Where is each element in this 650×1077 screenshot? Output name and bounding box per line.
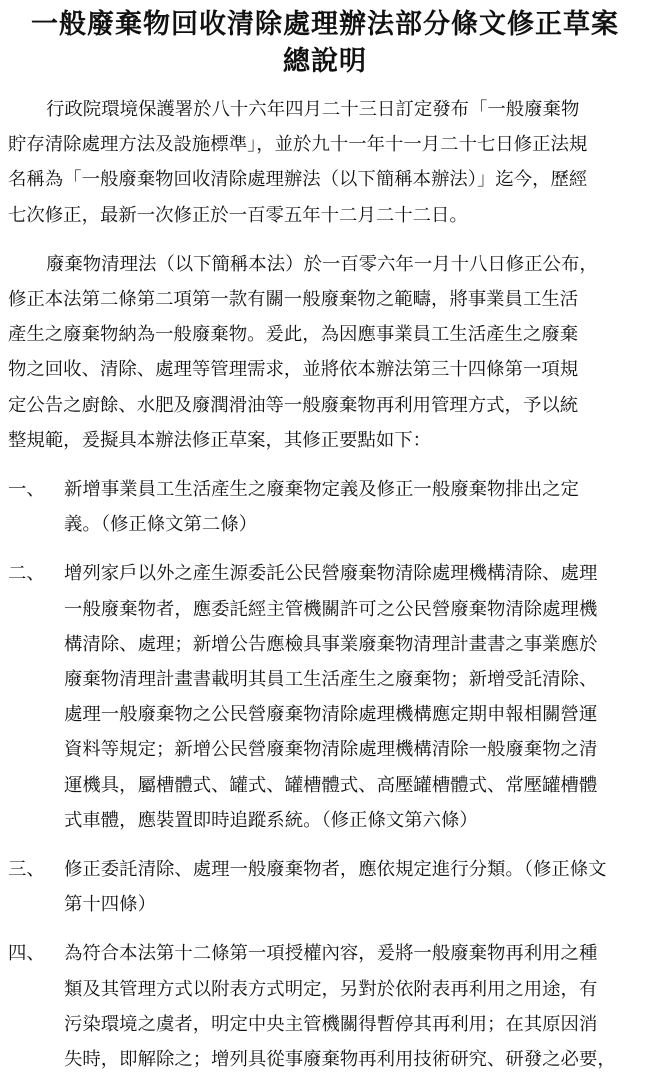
item-line: 失時，即解除之；增列具從事廢棄物再利用技術研究、研發之必要， [64,1049,616,1071]
paragraph-line: 七次修正，最新一次修正於一百零五年十二月二十二日。 [8,204,468,226]
title-line-2: 總說明 [283,46,367,77]
item-number: 四、 [8,943,45,965]
paragraph-line: 廢棄物清理法（以下簡稱本法）於一百零六年一月十八日修正公布， [46,253,598,275]
item-line: 為符合本法第十二條第一項授權內容，爰將一般廢棄物再利用之種 [64,943,598,965]
item-line: 新增事業員工生活產生之廢棄物定義及修正一般廢棄物排出之定 [64,479,579,501]
title-line-1: 一般廢棄物回收清除處理辦法部分條文修正草案 [31,9,619,40]
amendment-item-4 [8,936,642,1077]
item-line: 運機具，屬槽體式、罐式、罐槽體式、高壓罐槽體式、常壓罐槽體 [64,774,598,796]
background-paragraph [8,247,642,458]
item-line: 構清除、處理；新增公告應檢具事業廢棄物清理計畫書之事業應於 [64,633,598,655]
item-number: 三、 [8,859,45,881]
item-line: 污染環境之虞者，明定中央主管機關得暫停其再利用；在其原因消 [64,1013,598,1035]
amendment-item-3 [8,852,642,922]
item-line: 修正委託清除、處理一般廢棄物者，應依規定進行分類。（修正條文 [64,859,607,881]
paragraph-line: 產生之廢棄物納為一般廢棄物。爰此，為因應事業員工生活產生之廢棄 [8,324,579,346]
paragraph-line: 貯存清除處理方法及設施標準」，並於九十一年十一月二十七日修正法規 [8,134,588,156]
item-line: 廢棄物清理計畫書載明其員工生活產生之廢棄物；新增受託清除、 [64,669,598,691]
paragraph-line: 整規範，爰擬具本辦法修正草案，其修正要點如下： [8,429,431,451]
item-line: 增列家戶以外之產生源委託公民營廢棄物清除處理機構清除、處理 [64,563,598,585]
intro-paragraph [8,92,642,233]
item-line: 資料等規定；新增公民營廢棄物清除處理機構清除一般廢棄物之清 [64,739,598,761]
document-title [8,6,642,80]
item-number: 一、 [8,479,45,501]
item-line: 式車體，應裝置即時追蹤系統。（修正條文第六條） [64,809,478,831]
item-line: 義。（修正條文第二條） [64,514,258,536]
item-line: 類及其管理方式以附表方式明定，另對於依附表再利用之用途，有 [64,978,598,1000]
item-number: 二、 [8,563,45,585]
item-line: 處理一般廢棄物之公民營廢棄物清除處理機構應定期申報相關營運 [64,704,598,726]
item-line: 第十四條） [64,894,156,916]
paragraph-line: 行政院環境保護署於八十六年四月二十三日訂定發布「一般廢棄物 [46,99,580,120]
amendment-item-2 [8,556,642,838]
paragraph-line: 定公告之廚餘、水肥及廢潤滑油等一般廢棄物再利用管理方式，予以統 [8,394,579,416]
item-line: 一般廢棄物者，應委託經主管機關許可之公民營廢棄物清除處理機 [64,598,598,620]
paragraph-line: 物之回收、清除、處理等管理需求，並將依本辦法第三十四條第一項規 [8,359,579,381]
paragraph-line: 修正本法第二條第二項第一款有關一般廢棄物之範疇，將事業員工生活 [8,289,579,311]
amendment-item-1 [8,472,642,542]
paragraph-line: 名稱為「一般廢棄物回收清除處理辦法（以下簡稱本辦法）」迄今，歷經 [8,169,588,191]
